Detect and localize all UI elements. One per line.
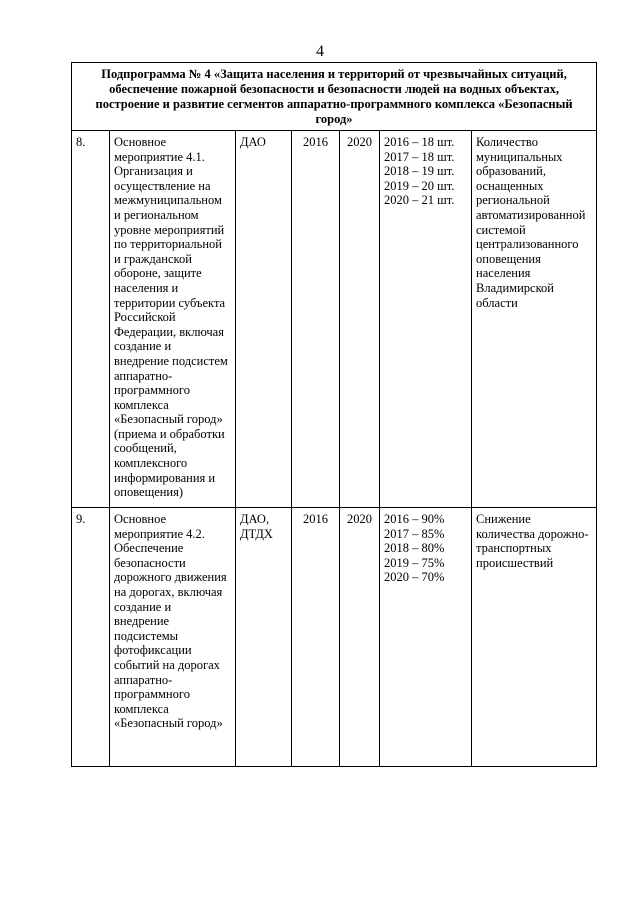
- indicator-line: области: [476, 295, 518, 310]
- subprogram-title: Подпрограмма № 4 «Защита населения и территорий от чрезвычайных ситуаций, обеспечение пожарной безопасности и безопасности людей на водных объектах, построение и развитие сегментов аппаратно-программного комплекса «Безопасный город»: [72, 63, 597, 131]
- measure-line: Организация и: [114, 164, 193, 179]
- measure-line: фотофиксации: [114, 643, 192, 658]
- measure-line: по территориальной: [114, 237, 222, 252]
- subprogram-table: [71, 62, 597, 767]
- executor-line: ДАО,: [240, 512, 270, 526]
- measure-line: «Безопасный город»: [114, 716, 223, 731]
- measure-line: мероприятие 4.2.: [114, 526, 205, 541]
- row-number: 8.: [72, 131, 110, 508]
- measure-line: и гражданской: [114, 251, 192, 266]
- indicator-line: региональной: [476, 193, 550, 208]
- measure-line: дорожного движения: [114, 570, 227, 585]
- measure-line: комплекса: [114, 701, 169, 716]
- end-year: 2020: [340, 131, 380, 508]
- indicator-value: 2018 – 80%: [384, 541, 445, 556]
- measure-line: (приема и обработки: [114, 426, 225, 441]
- measure-line: и региональном: [114, 207, 199, 222]
- measure-line: аппаратно-: [114, 672, 173, 687]
- measure-line: внедрение подсистем: [114, 353, 228, 368]
- indicator-value: 2017 – 85%: [384, 526, 445, 541]
- measure-line: программного: [114, 383, 190, 398]
- indicator-value: 2020 – 70%: [384, 570, 445, 585]
- measure-line: безопасности: [114, 555, 186, 570]
- indicator-name: [472, 131, 597, 508]
- measure-line: Основное: [114, 135, 167, 149]
- indicator-line: оснащенных: [476, 178, 544, 193]
- measure-line: создание и: [114, 339, 172, 354]
- executor: ДАО: [236, 131, 292, 508]
- indicator-value: 2018 – 19 шт.: [384, 164, 455, 179]
- measure-line: аппаратно-: [114, 368, 173, 383]
- measure-line: оповещения): [114, 485, 184, 500]
- measure-line: информирования и: [114, 470, 216, 485]
- end-year: 2020: [340, 508, 380, 767]
- measure-line: Основное: [114, 512, 167, 526]
- measure-line: Обеспечение: [114, 541, 184, 556]
- indicator-value: 2020 – 21 шт.: [384, 193, 455, 208]
- subprogram-title-row: [72, 63, 597, 131]
- measure-line: комплекса: [114, 397, 169, 412]
- indicator-value: 2016 – 90%: [384, 512, 445, 526]
- indicator-line: происшествий: [476, 555, 554, 570]
- row-number: 9.: [72, 508, 110, 767]
- indicator-line: образований,: [476, 164, 547, 179]
- measure-line: Российской: [114, 310, 176, 325]
- measure-description: [110, 131, 236, 508]
- measure-line: осуществление на: [114, 178, 211, 193]
- measure-line: событий на дорогах: [114, 657, 220, 672]
- indicator-line: Снижение: [476, 512, 531, 526]
- measure-line: «Безопасный город»: [114, 412, 223, 427]
- measure-line: программного: [114, 687, 190, 702]
- indicator-line: населения: [476, 266, 531, 281]
- indicator-line: Количество: [476, 135, 538, 149]
- executor: [236, 508, 292, 767]
- indicator-line: централизованного: [476, 237, 579, 252]
- indicator-value: 2017 – 18 шт.: [384, 149, 455, 164]
- indicator-line: оповещения: [476, 251, 541, 266]
- indicator-line: автоматизированной: [476, 207, 586, 222]
- measure-line: обороне, защите: [114, 266, 202, 281]
- indicator-name: [472, 508, 597, 767]
- indicator-value: 2019 – 75%: [384, 555, 445, 570]
- executor-line: ДТДХ: [240, 526, 273, 541]
- start-year: 2016: [292, 131, 340, 508]
- measure-line: создание и: [114, 599, 172, 614]
- page-number: 4: [316, 43, 324, 60]
- indicator-value: 2019 – 20 шт.: [384, 178, 455, 193]
- start-year: 2016: [292, 508, 340, 767]
- measure-description: [110, 508, 236, 767]
- indicator-line: количества дорожно-: [476, 526, 589, 541]
- measure-line: на дорогах, включая: [114, 584, 223, 599]
- measure-line: территории субъекта: [114, 295, 226, 310]
- table-row: [72, 131, 597, 508]
- indicator-value: 2016 – 18 шт.: [384, 135, 455, 149]
- indicator-values: [380, 131, 472, 508]
- measure-line: подсистемы: [114, 628, 179, 643]
- measure-line: межмуниципальном: [114, 193, 222, 208]
- measure-line: сообщений,: [114, 441, 177, 456]
- indicator-line: транспортных: [476, 541, 552, 556]
- indicator-values: [380, 508, 472, 767]
- measure-line: мероприятие 4.1.: [114, 149, 205, 164]
- indicator-line: системой: [476, 222, 526, 237]
- measure-line: населения и: [114, 280, 179, 295]
- table-row: [72, 508, 597, 767]
- measure-line: Федерации, включая: [114, 324, 224, 339]
- measure-line: комплексного: [114, 456, 188, 471]
- measure-line: внедрение: [114, 614, 170, 629]
- measure-line: уровне мероприятий: [114, 222, 225, 237]
- indicator-line: муниципальных: [476, 149, 563, 164]
- indicator-line: Владимирской: [476, 280, 554, 295]
